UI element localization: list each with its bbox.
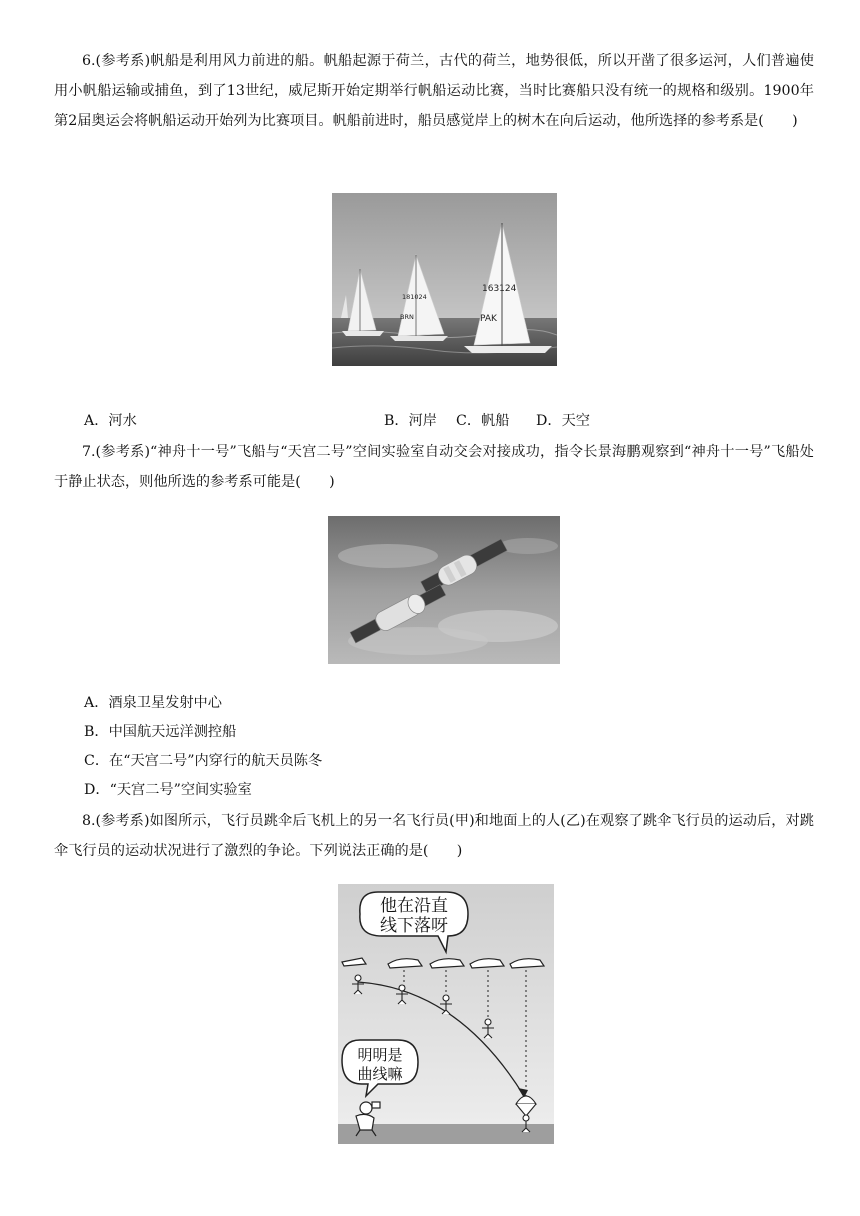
- sailboats-photo: [332, 193, 557, 366]
- spacecraft-docking-photo: [328, 516, 560, 664]
- sail-number-middle: 181024: [402, 293, 427, 301]
- question-6-stem: 6.(参考系)帆船是利用风力前进的船。帆船起源于荷兰，古代的荷兰，地势很低，所以开凿了很多运河，人们普遍使用小帆船运输或捕鱼，到了13世纪，威尼斯开始定期举行帆船运动比赛，当时比赛船只没有统一的规格和级别。1900年第2届奥运会将帆船运动开始列为比赛项目。帆船前进时，船员感觉岸上的树木在向后运动，他所选择的参考系是( ): [54, 53, 814, 129]
- q6-option-b: B．河岸: [384, 413, 437, 429]
- q7-option-b: B．中国航天远洋测控船: [84, 724, 237, 740]
- q6-option-a: A．河水: [84, 413, 137, 429]
- q7-option-c: C．在“天宫二号”内穿行的航天员陈冬: [84, 753, 323, 769]
- bubble-top-line-2: 线下落呀: [380, 916, 448, 936]
- parachute-cartoon: [338, 884, 554, 1144]
- bubble-bottom-line-1: 明明是: [357, 1046, 403, 1064]
- q7-option-d: D．“天宫二号”空间实验室: [84, 782, 252, 798]
- sail-country-middle: BRN: [400, 313, 414, 321]
- sail-number-front: 163124: [482, 284, 517, 294]
- bubble-top-line-1: 他在沿直: [380, 896, 448, 916]
- sail-country-front: PAK: [480, 314, 497, 324]
- bubble-bottom-line-2: 曲线嘛: [357, 1065, 403, 1083]
- question-7-stem: 7.(参考系)“神舟十一号”飞船与“天宫二号”空间实验室自动交会对接成功，指令长景海鹏观察到“神舟十一号”飞船处于静止状态，则他所选的参考系可能是( ): [54, 444, 814, 490]
- q7-option-a: A．酒泉卫星发射中心: [84, 695, 222, 711]
- q6-option-c: C．帆船: [456, 413, 510, 429]
- q6-option-d: D．天空: [536, 413, 590, 429]
- question-8-stem: 8.(参考系)如图所示，飞行员跳伞后飞机上的另一名飞行员(甲)和地面上的人(乙)在观察了跳伞飞行员的运动后，对跳伞飞行员的运动状况进行了激烈的争论。下列说法正确的是( ): [54, 813, 814, 859]
